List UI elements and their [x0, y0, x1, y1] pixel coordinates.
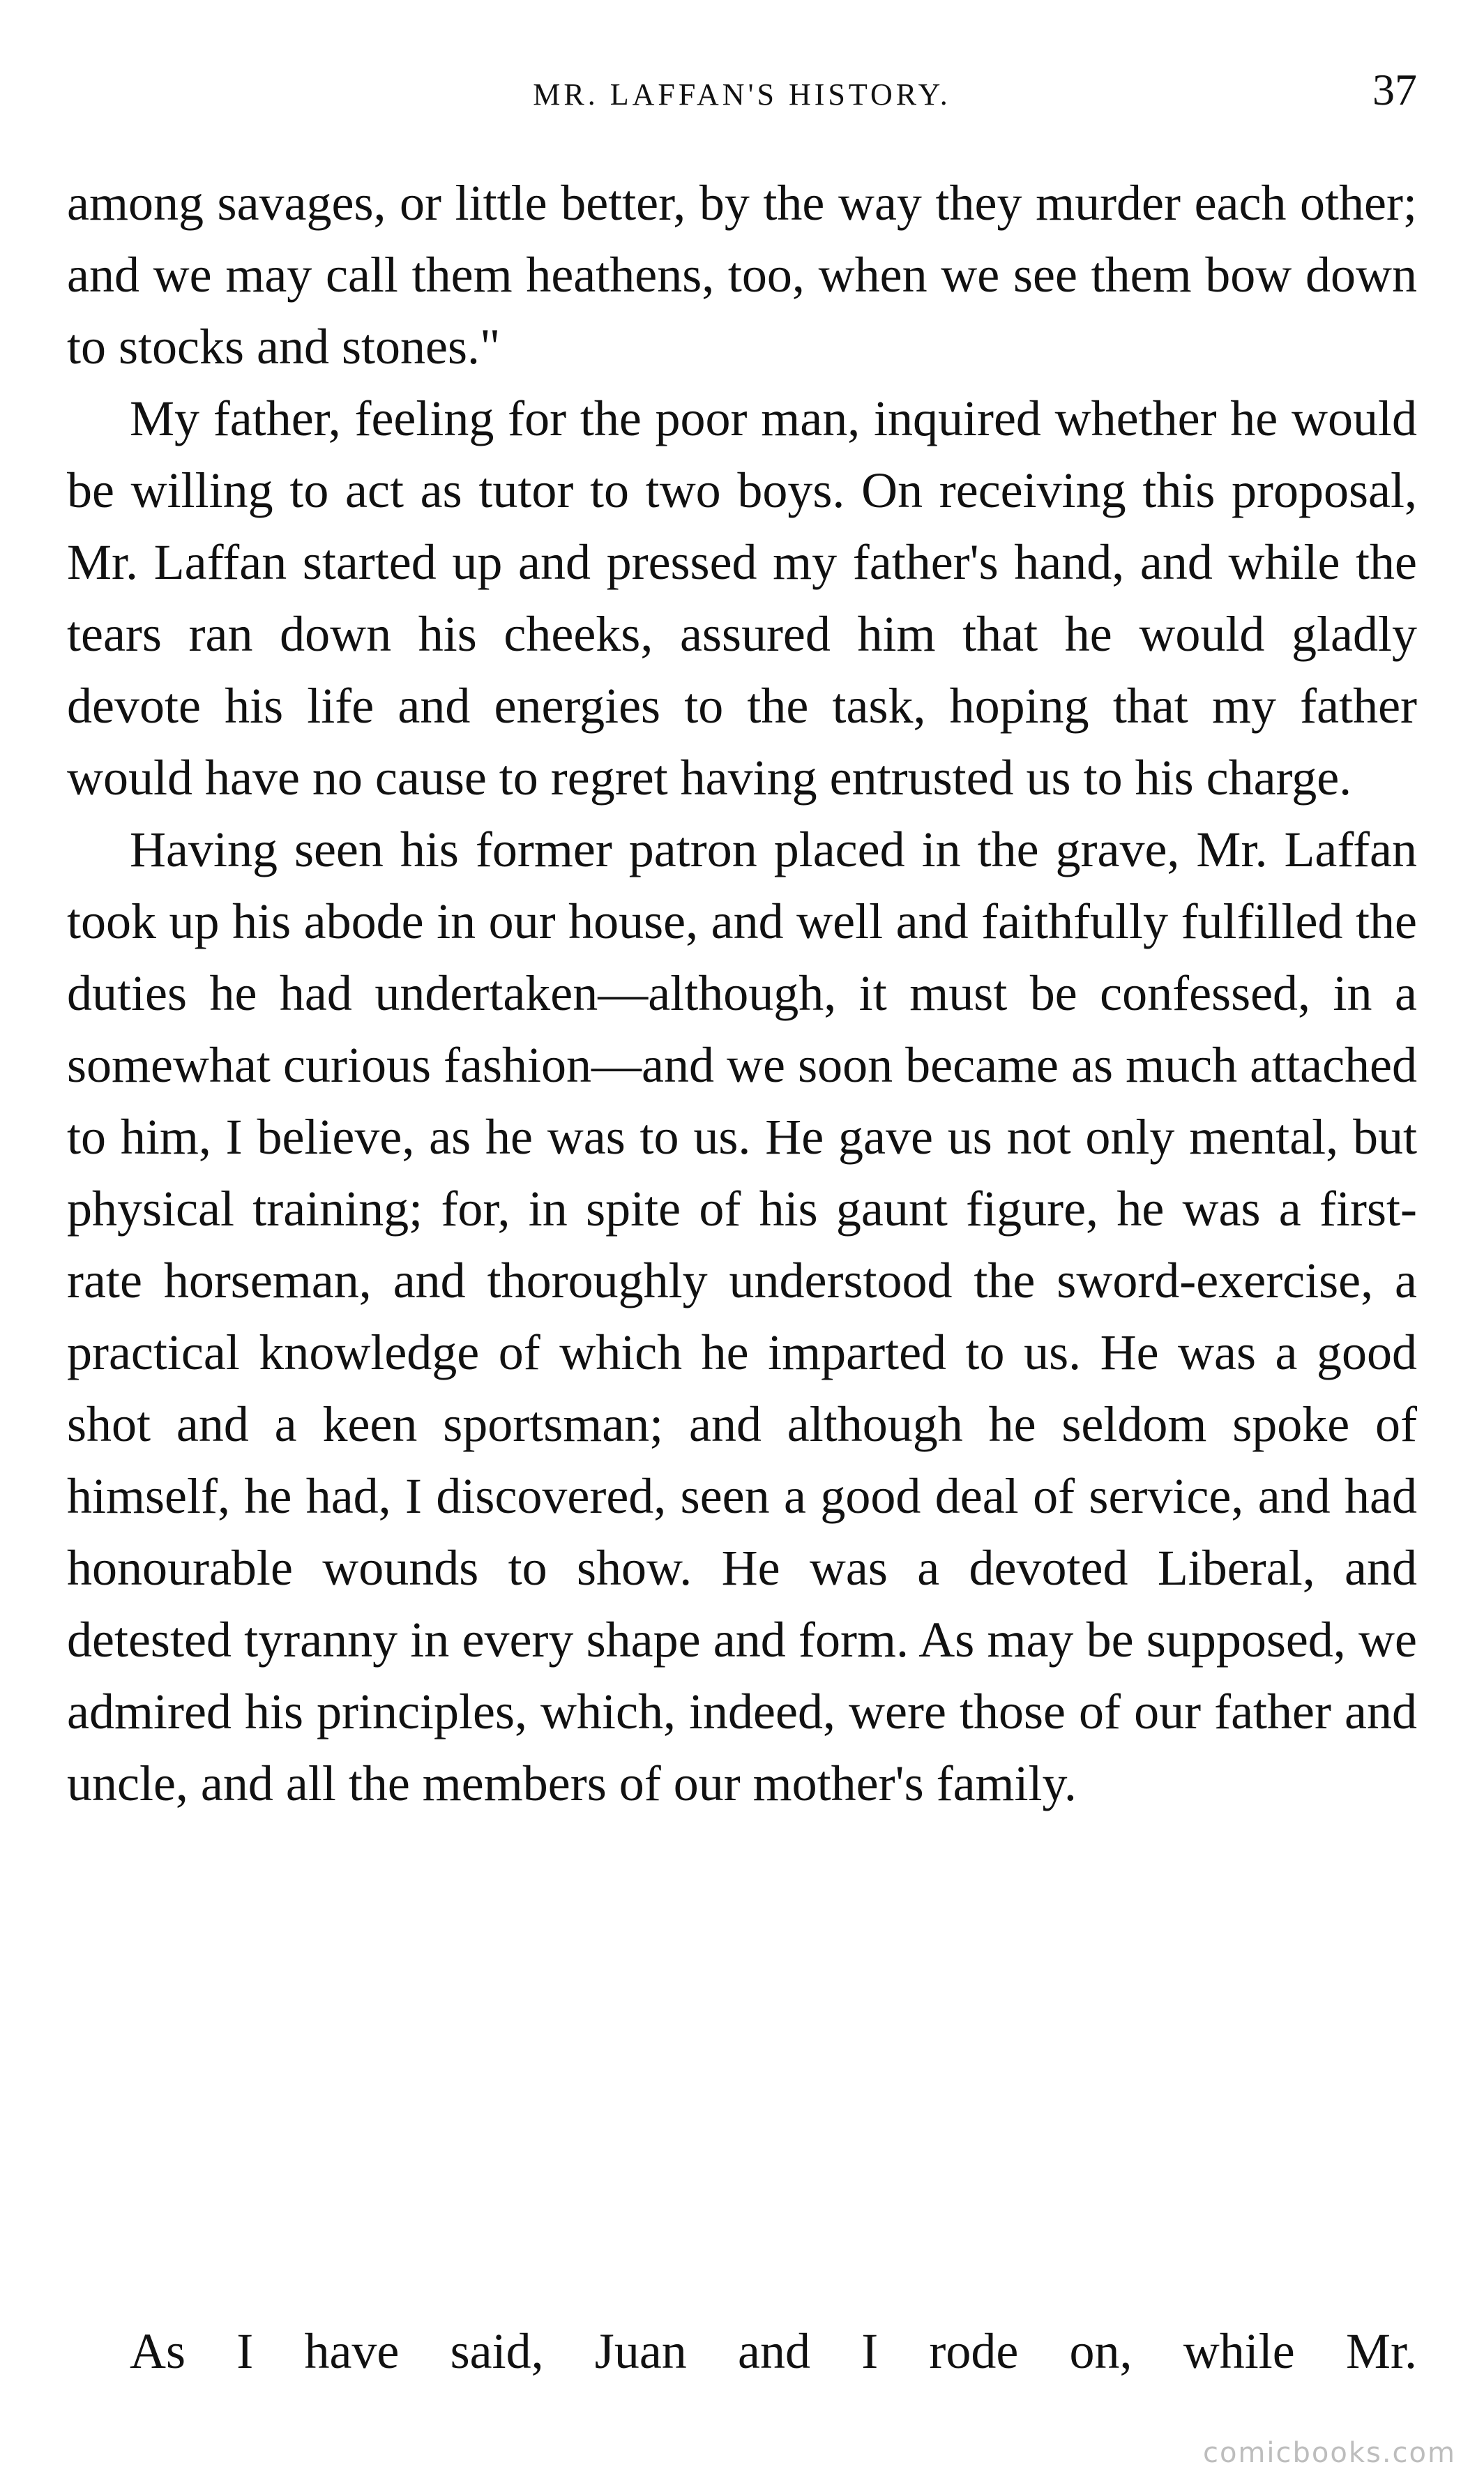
- watermark: comicbooks.com: [1202, 2437, 1456, 2469]
- paragraph-2: My father, feeling for the poor man, inquired whether he would be willing to act as tutor to two boys. On receiving this proposal, Mr. Laffan started up and pressed my father's hand, and while the tears ran down his cheeks, assured him that he would gladly devote his life and energies to the task, hoping that my father would have no cause to regret having entrusted us to his charge.: [67, 391, 1417, 806]
- paragraph-1: among savages, or little better, by the way they murder each other; and we may call them heathens, too, when we see them bow down to stocks and stones.": [67, 175, 1417, 375]
- body-text: [67, 167, 1417, 1820]
- running-head: [67, 64, 1417, 127]
- section-opening-line: As I have said, Juan and I rode on, while Mr.: [130, 2323, 1417, 2379]
- paragraph-3: Having seen his former patron placed in the grave, Mr. Laffan took up his abode in our house, and well and faithfully fulfilled the duties he had undertaken—although, it must be confessed, in a somewhat curious fashion—and we soon became as much attached to him, I believe, as he was to us. He gave us not only mental, but physical training; for, in spite of his gaunt figure, he was a first-rate horseman, and thoroughly understood the sword-exercise, a practical knowledge of which he imparted to us. He was a good shot and a keen sportsman; and although he seldom spoke of himself, he had, I discovered, seen a good deal of service, and had honourable wounds to show. He was a devoted Liberal, and detested tyranny in every shape and form. As may be supposed, we admired his principles, which, indeed, were those of our father and uncle, and all the members of our mother's family.: [67, 822, 1417, 1811]
- running-title: MR. LAFFAN'S HISTORY.: [533, 77, 951, 112]
- page-number: 37: [1372, 65, 1417, 114]
